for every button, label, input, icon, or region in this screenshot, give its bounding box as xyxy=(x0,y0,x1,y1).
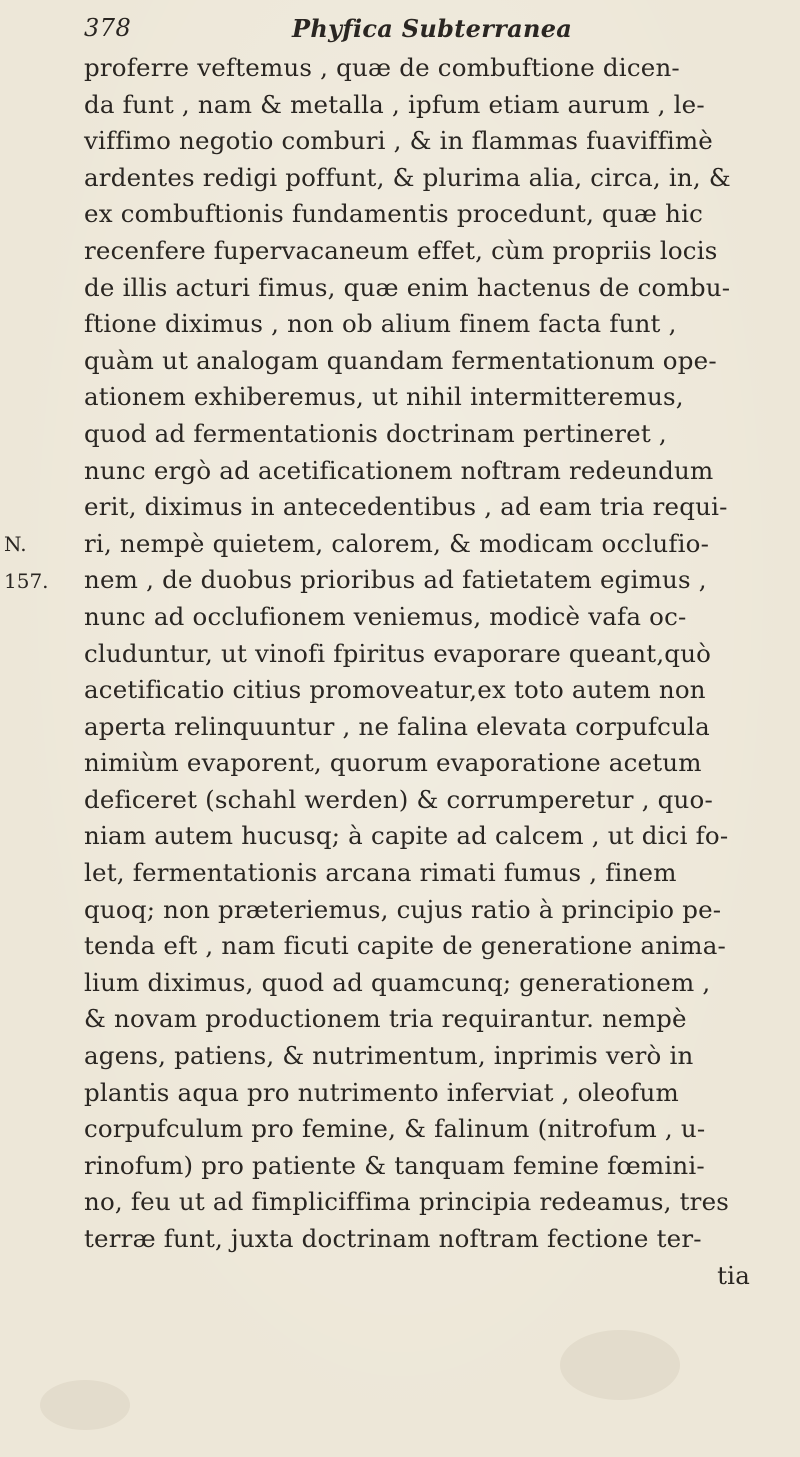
body-text xyxy=(84,50,784,1294)
margin-note: 157. xyxy=(4,568,49,593)
text-line: nunc ad occlufionem veniemus, modicè vafa oc- xyxy=(84,601,687,631)
text-line: acetificatio citius promoveatur,ex toto autem non xyxy=(84,675,706,705)
text-line: aperta relinquuntur , ne falina elevata corpufcula xyxy=(84,711,710,741)
text-line: nem , de duobus prioribus ad fatietatem egimus , xyxy=(84,565,707,595)
text-line: ftione diximus , non ob alium finem facta funt , xyxy=(84,309,677,339)
text-line: recenfere fupervacaneum effet, cùm propriis locis xyxy=(84,235,718,265)
text-line: deficeret (schahl werden) & corrumperetur , quo- xyxy=(84,784,713,814)
text-line: erit, diximus in antecedentibus , ad eam tria requi- xyxy=(84,492,728,522)
catchword: tia xyxy=(717,1260,750,1290)
paper-stain xyxy=(40,1380,130,1430)
running-head: Phyfica Subterranea xyxy=(292,14,573,43)
text-line: no, feu ut ad fimpliciffima principia redeamus, tres xyxy=(84,1187,730,1217)
text-line: nunc ergò ad acetificationem noftram redeundum xyxy=(84,455,714,485)
text-line: plantis aqua pro nutrimento inferviat , oleofum xyxy=(84,1077,679,1107)
paper-stain xyxy=(560,1330,680,1400)
text-line: corpufculum pro femine, & falinum (nitrofum , u- xyxy=(84,1114,706,1144)
text-line: rinofum) pro patiente & tanquam femine fœmini- xyxy=(84,1150,705,1180)
text-line: terræ funt, juxta doctrinam noftram fectione ter- xyxy=(84,1224,702,1253)
text-line: niam autem hucusq; à capite ad calcem , ut dici fo- xyxy=(84,821,729,851)
text-line: de illis acturi fimus, quæ enim hactenus de combu- xyxy=(84,272,731,302)
text-line: lium diximus, quod ad quamcunq; generationem , xyxy=(84,967,711,997)
text-line: quàm ut analogam quandam fermentationum ope- xyxy=(84,345,717,375)
text-line: tenda eft , nam ficuti capite de generatione anima- xyxy=(84,931,727,961)
text-line: proferre veftemus , quæ de combuftione dicen- xyxy=(84,53,680,82)
text-line: quod ad fermentationis doctrinam pertineret , xyxy=(84,418,667,448)
text-line: ardentes redigi poffunt, & plurima alia, circa, in, & xyxy=(84,162,731,192)
margin-notes xyxy=(4,526,64,599)
text-line: nimiùm evaporent, quorum evaporatione acetum xyxy=(84,748,702,778)
text-line: agens, patiens, & nutrimentum, inprimis verò in xyxy=(84,1041,694,1071)
text-line: cluduntur, ut vinofi fpiritus evaporare queant,quò xyxy=(84,638,712,668)
text-line: da funt , nam & metalla , ipfum etiam aurum , le- xyxy=(84,89,705,119)
page-header xyxy=(84,14,764,54)
text-line: viffimo negotio comburi , & in flammas fuaviffimè xyxy=(84,126,713,156)
text-line: let, fermentationis arcana rimati fumus , finem xyxy=(84,858,677,888)
text-line: & novam productionem tria requirantur. nempè xyxy=(84,1004,687,1034)
margin-note: N. xyxy=(4,532,27,556)
text-line: quoq; non præteriemus, cujus ratio à principio pe- xyxy=(84,894,722,924)
text-line: ex combuftionis fundamentis procedunt, quæ hic xyxy=(84,199,704,229)
page-number: 378 xyxy=(84,14,132,42)
text-line: ri, nempè quietem, calorem, & modicam occlufio- xyxy=(84,528,710,558)
text-line: ationem exhiberemus, ut nihil intermitteremus, xyxy=(84,382,684,412)
